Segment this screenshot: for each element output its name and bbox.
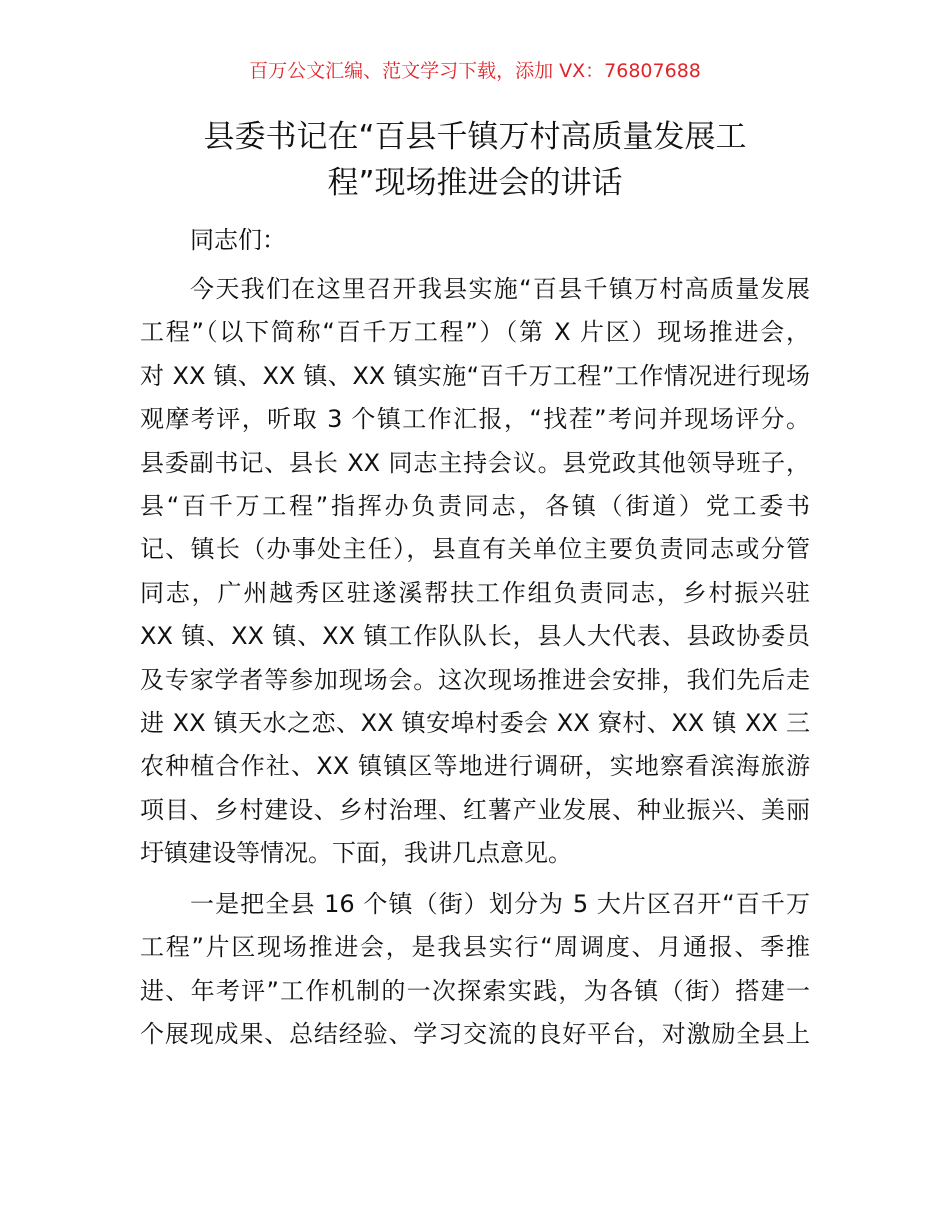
text-line: 工程”片区现场推进会，是我县实行“周调度、月通报、季推 — [140, 933, 810, 962]
text-line: 一是把全县 16 个镇（街）划分为 5 大片区召开“百千万 — [190, 890, 810, 918]
paragraph-1 — [140, 268, 810, 875]
text-line: 县委副书记、县长 XX 同志主持会议。县党政其他领导班子， — [140, 448, 810, 477]
text-line: 工程”（以下简称“百千万工程”）（第 X 片区）现场推进会， — [140, 318, 810, 347]
text-line: 进 XX 镇天水之恋、XX 镇安埠村委会 XX 寮村、XX 镇 XX 三 — [140, 708, 810, 737]
watermark-header: 百万公文汇编、范文学习下载，添加 VX：76807688 — [249, 60, 701, 82]
text-line: 圩镇建设等情况。下面，我讲几点意见。 — [140, 839, 572, 868]
text-line: 记、镇长（办事处主任），县直有关单位主要负责同志或分管 — [140, 535, 810, 564]
text-line: 进、年考评”工作机制的一次探索实践，为各镇（街）搭建一 — [140, 976, 810, 1005]
document-title — [0, 114, 950, 206]
text-line: 观摩考评，听取 3 个镇工作汇报，“找茬”考问并现场评分。 — [140, 405, 810, 434]
text-line: 及专家学者等参加现场会。这次现场推进会安排，我们先后走 — [140, 665, 810, 694]
text-line: 农种植合作社、XX 镇镇区等地进行调研，实地察看滨海旅游 — [140, 752, 810, 781]
text-line: 个展现成果、总结经验、学习交流的良好平台，对激励全县上 — [140, 1020, 810, 1049]
text-line: 县“百千万工程”指挥办负责同志，各镇（街道）党工委书 — [140, 491, 810, 520]
paragraph-2 — [140, 883, 810, 1057]
title-line: 程”现场推进会的讲话 — [327, 165, 623, 201]
text-line: XX 镇、XX 镇、XX 镇工作队队长，县人大代表、县政协委员 — [140, 622, 810, 651]
text-line: 对 XX 镇、XX 镇、XX 镇实施“百千万工程”工作情况进行现场 — [140, 361, 810, 390]
title-line: 县委书记在“百县千镇万村高质量发展工 — [203, 119, 747, 155]
text-line: 今天我们在这里召开我县实施“百县千镇万村高质量发展 — [190, 275, 810, 303]
text-line: 同志，广州越秀区驻遂溪帮扶工作组负责同志，乡村振兴驻 — [140, 578, 810, 607]
text-line: 项目、乡村建设、乡村治理、红薯产业发展、种业振兴、美丽 — [140, 795, 810, 824]
salutation: 同志们： — [190, 226, 286, 254]
